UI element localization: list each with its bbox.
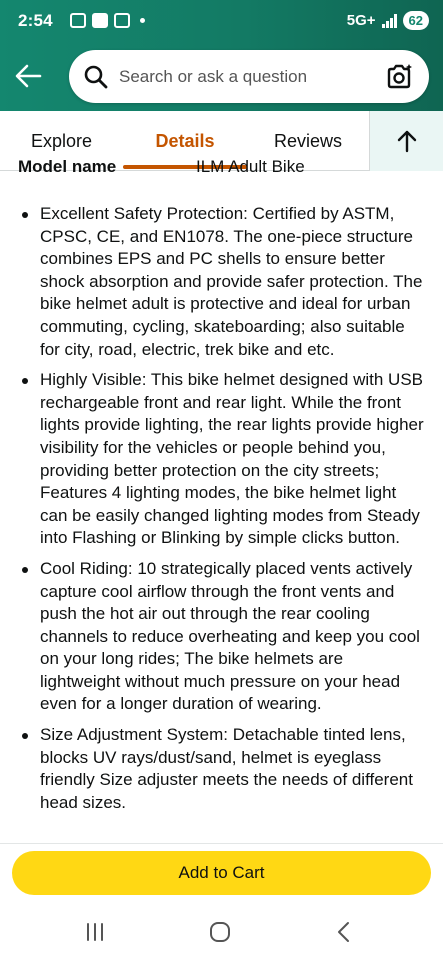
network-label: 5G+ xyxy=(346,12,376,29)
search-icon xyxy=(83,64,109,90)
feature-bullet-list xyxy=(18,203,426,822)
search-bar[interactable] xyxy=(69,50,429,103)
header xyxy=(0,0,443,111)
model-name-label: Model name xyxy=(18,157,117,176)
list-item xyxy=(18,724,426,814)
arrow-left-icon xyxy=(14,62,42,90)
bullet-dot xyxy=(22,212,28,218)
bullet-text: Cool Riding: 10 strategically placed vents actively capture cool airflow through the front vents and push the hot air out through the rear cooling channels to reduce overheating and keep you cool on your long rides; The bike helmets are lightweight without much pressure on your head even for a longer duration of wearing. xyxy=(40,558,420,714)
list-item xyxy=(18,203,426,361)
bullet-dot xyxy=(22,567,28,573)
notification-icons xyxy=(70,13,145,28)
tab-details[interactable]: Details xyxy=(155,130,215,151)
status-bar xyxy=(0,0,443,44)
bullet-text: Excellent Safety Protection: Certified by ASTM, CPSC, CE, and EN1078. The one-piece structure combines EPS and PC shells to ensure better shock absorption and provide safer protection. The bike helmet adult is protective and ideal for urban commuting, cycling, skateboarding; also suitable for city, road, electric, trek bike and etc. xyxy=(40,204,423,359)
camera-search-icon[interactable] xyxy=(385,62,415,92)
list-item xyxy=(18,369,426,550)
system-back-button[interactable] xyxy=(324,917,364,947)
notification-icon xyxy=(70,13,86,28)
recent-apps-button[interactable] xyxy=(75,917,115,947)
back-button[interactable] xyxy=(12,60,44,92)
model-name-value: ILM Adult Bike xyxy=(196,157,305,176)
bullet-text: Size Adjustment System: Detachable tinted lens, blocks UV rays/dust/sand, helmet is eyeglass friendly Size adjuster meets the needs of different head sizes. xyxy=(40,725,413,812)
chevron-left-icon xyxy=(334,921,354,943)
bullet-text: Highly Visible: This bike helmet designed with USB rechargeable front and rear light. While the front lights provide lighting, the rear lights provide higher visibility for the vehicles or people behind you, providing better protection on the city streets; Features 4 lighting modes, the bike helmet light can be easily changed lighting modes from Steady into Flashing or Blinking by simple clicks button. xyxy=(40,370,424,548)
list-item xyxy=(18,558,426,716)
more-notifications-dot xyxy=(140,18,145,23)
notification-icon xyxy=(114,13,130,28)
cart-bar xyxy=(0,843,443,905)
details-content[interactable] xyxy=(0,157,443,845)
arrow-up-icon xyxy=(395,129,419,153)
add-to-cart-button[interactable]: Add to Cart xyxy=(12,851,431,895)
home-button[interactable] xyxy=(200,917,240,947)
tab-explore[interactable]: Explore xyxy=(30,130,93,151)
tab-reviews[interactable]: Reviews xyxy=(273,130,343,151)
battery-indicator: 62 xyxy=(403,11,429,30)
model-name-row xyxy=(18,157,438,181)
system-nav-bar xyxy=(0,905,443,960)
search-input[interactable] xyxy=(119,50,369,103)
home-icon xyxy=(209,921,231,943)
status-right xyxy=(347,11,429,30)
status-time: 2:54 xyxy=(18,11,53,30)
signal-icon xyxy=(382,14,397,28)
bullet-dot xyxy=(22,378,28,384)
bullet-dot xyxy=(22,733,28,739)
recent-apps-icon xyxy=(84,922,106,942)
app-notification-icon xyxy=(92,13,108,28)
